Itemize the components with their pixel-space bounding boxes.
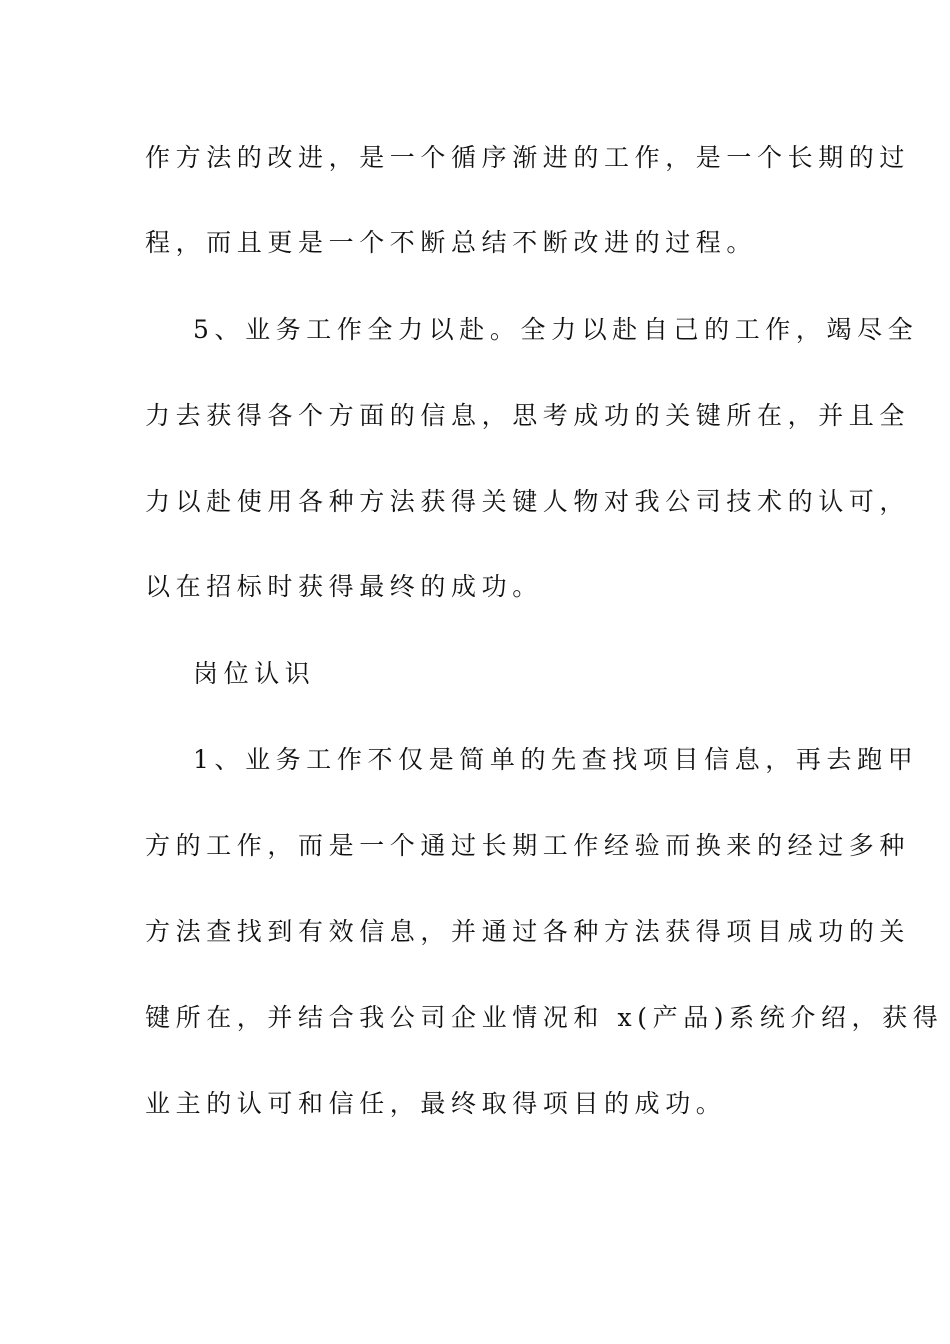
text-line: 方法查找到有效信息，并通过各种方法获得项目成功的关	[145, 917, 911, 946]
text-line: 以在招标时获得最终的成功。	[145, 572, 543, 601]
paragraph-first-line: 1、业务工作不仅是简单的先查找项目信息，再去跑甲	[193, 745, 919, 774]
text-line: 程，而且更是一个不断总结不断改进的过程。	[145, 228, 758, 257]
text-line: 力去获得各个方面的信息，思考成功的关键所在，并且全	[145, 401, 911, 430]
text-line: 键所在，并结合我公司企业情况和 x(产品)系统介绍，获得	[145, 1003, 944, 1032]
text-line: 作方法的改进，是一个循序渐进的工作，是一个长期的过	[145, 143, 911, 172]
text-line: 方的工作，而是一个通过长期工作经验而换来的经过多种	[145, 831, 911, 860]
text-line: 力以赴使用各种方法获得关键人物对我公司技术的认可，	[145, 487, 911, 516]
paragraph-first-line: 5、业务工作全力以赴。全力以赴自己的工作，竭尽全	[193, 315, 919, 344]
section-heading: 岗位认识	[193, 659, 316, 688]
text-line: 业主的认可和信任，最终取得项目的成功。	[145, 1089, 727, 1118]
